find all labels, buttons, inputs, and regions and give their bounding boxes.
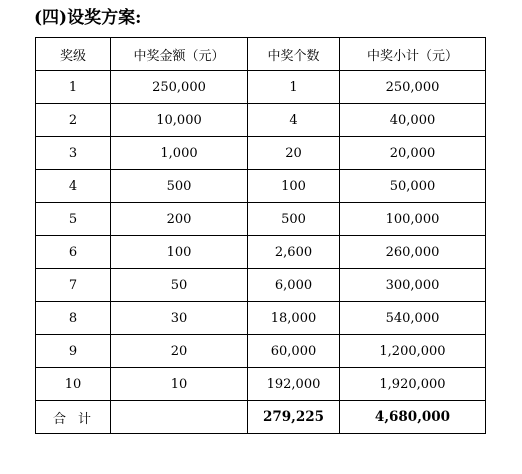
- cell-level: 2: [36, 104, 111, 137]
- total-amount: [111, 401, 248, 434]
- cell-count: 6,000: [248, 269, 340, 302]
- table-row: [36, 368, 486, 401]
- total-subtotal: 4,680,000: [340, 401, 486, 434]
- cell-amount: 100: [111, 236, 248, 269]
- cell-amount: 250,000: [111, 71, 248, 104]
- cell-subtotal: 50,000: [340, 170, 486, 203]
- cell-level: 4: [36, 170, 111, 203]
- table-row: [36, 170, 486, 203]
- table-row: [36, 104, 486, 137]
- table-row: [36, 203, 486, 236]
- cell-amount: 20: [111, 335, 248, 368]
- cell-amount: 10: [111, 368, 248, 401]
- table-row: [36, 302, 486, 335]
- cell-amount: 1,000: [111, 137, 248, 170]
- cell-subtotal: 260,000: [340, 236, 486, 269]
- cell-level: 9: [36, 335, 111, 368]
- cell-amount: 50: [111, 269, 248, 302]
- cell-count: 4: [248, 104, 340, 137]
- cell-subtotal: 40,000: [340, 104, 486, 137]
- cell-amount: 30: [111, 302, 248, 335]
- table-body: [36, 71, 486, 434]
- cell-level: 3: [36, 137, 111, 170]
- cell-amount: 10,000: [111, 104, 248, 137]
- cell-count: 100: [248, 170, 340, 203]
- cell-count: 18,000: [248, 302, 340, 335]
- table-row: [36, 236, 486, 269]
- table-row: [36, 269, 486, 302]
- table-header-row: [36, 38, 486, 71]
- table-total-row: [36, 401, 486, 434]
- cell-subtotal: 540,000: [340, 302, 486, 335]
- cell-subtotal: 20,000: [340, 137, 486, 170]
- cell-count: 1: [248, 71, 340, 104]
- column-header-level: 奖级: [36, 38, 111, 71]
- column-header-amount: 中奖金额（元）: [111, 38, 248, 71]
- cell-subtotal: 300,000: [340, 269, 486, 302]
- cell-count: 2,600: [248, 236, 340, 269]
- table-row: [36, 335, 486, 368]
- cell-level: 10: [36, 368, 111, 401]
- cell-count: 60,000: [248, 335, 340, 368]
- table-row: [36, 137, 486, 170]
- cell-subtotal: 1,200,000: [340, 335, 486, 368]
- prize-table: [35, 37, 486, 434]
- cell-subtotal: 250,000: [340, 71, 486, 104]
- cell-subtotal: 100,000: [340, 203, 486, 236]
- section-heading: (四)设奖方案:: [34, 8, 142, 28]
- cell-count: 20: [248, 137, 340, 170]
- total-count: 279,225: [248, 401, 340, 434]
- total-label: 合计: [36, 401, 111, 434]
- cell-count: 192,000: [248, 368, 340, 401]
- cell-count: 500: [248, 203, 340, 236]
- table-row: [36, 71, 486, 104]
- cell-amount: 200: [111, 203, 248, 236]
- cell-amount: 500: [111, 170, 248, 203]
- cell-level: 1: [36, 71, 111, 104]
- cell-level: 5: [36, 203, 111, 236]
- column-header-count: 中奖个数: [248, 38, 340, 71]
- cell-level: 8: [36, 302, 111, 335]
- cell-level: 6: [36, 236, 111, 269]
- column-header-subtotal: 中奖小计（元）: [340, 38, 486, 71]
- cell-level: 7: [36, 269, 111, 302]
- cell-subtotal: 1,920,000: [340, 368, 486, 401]
